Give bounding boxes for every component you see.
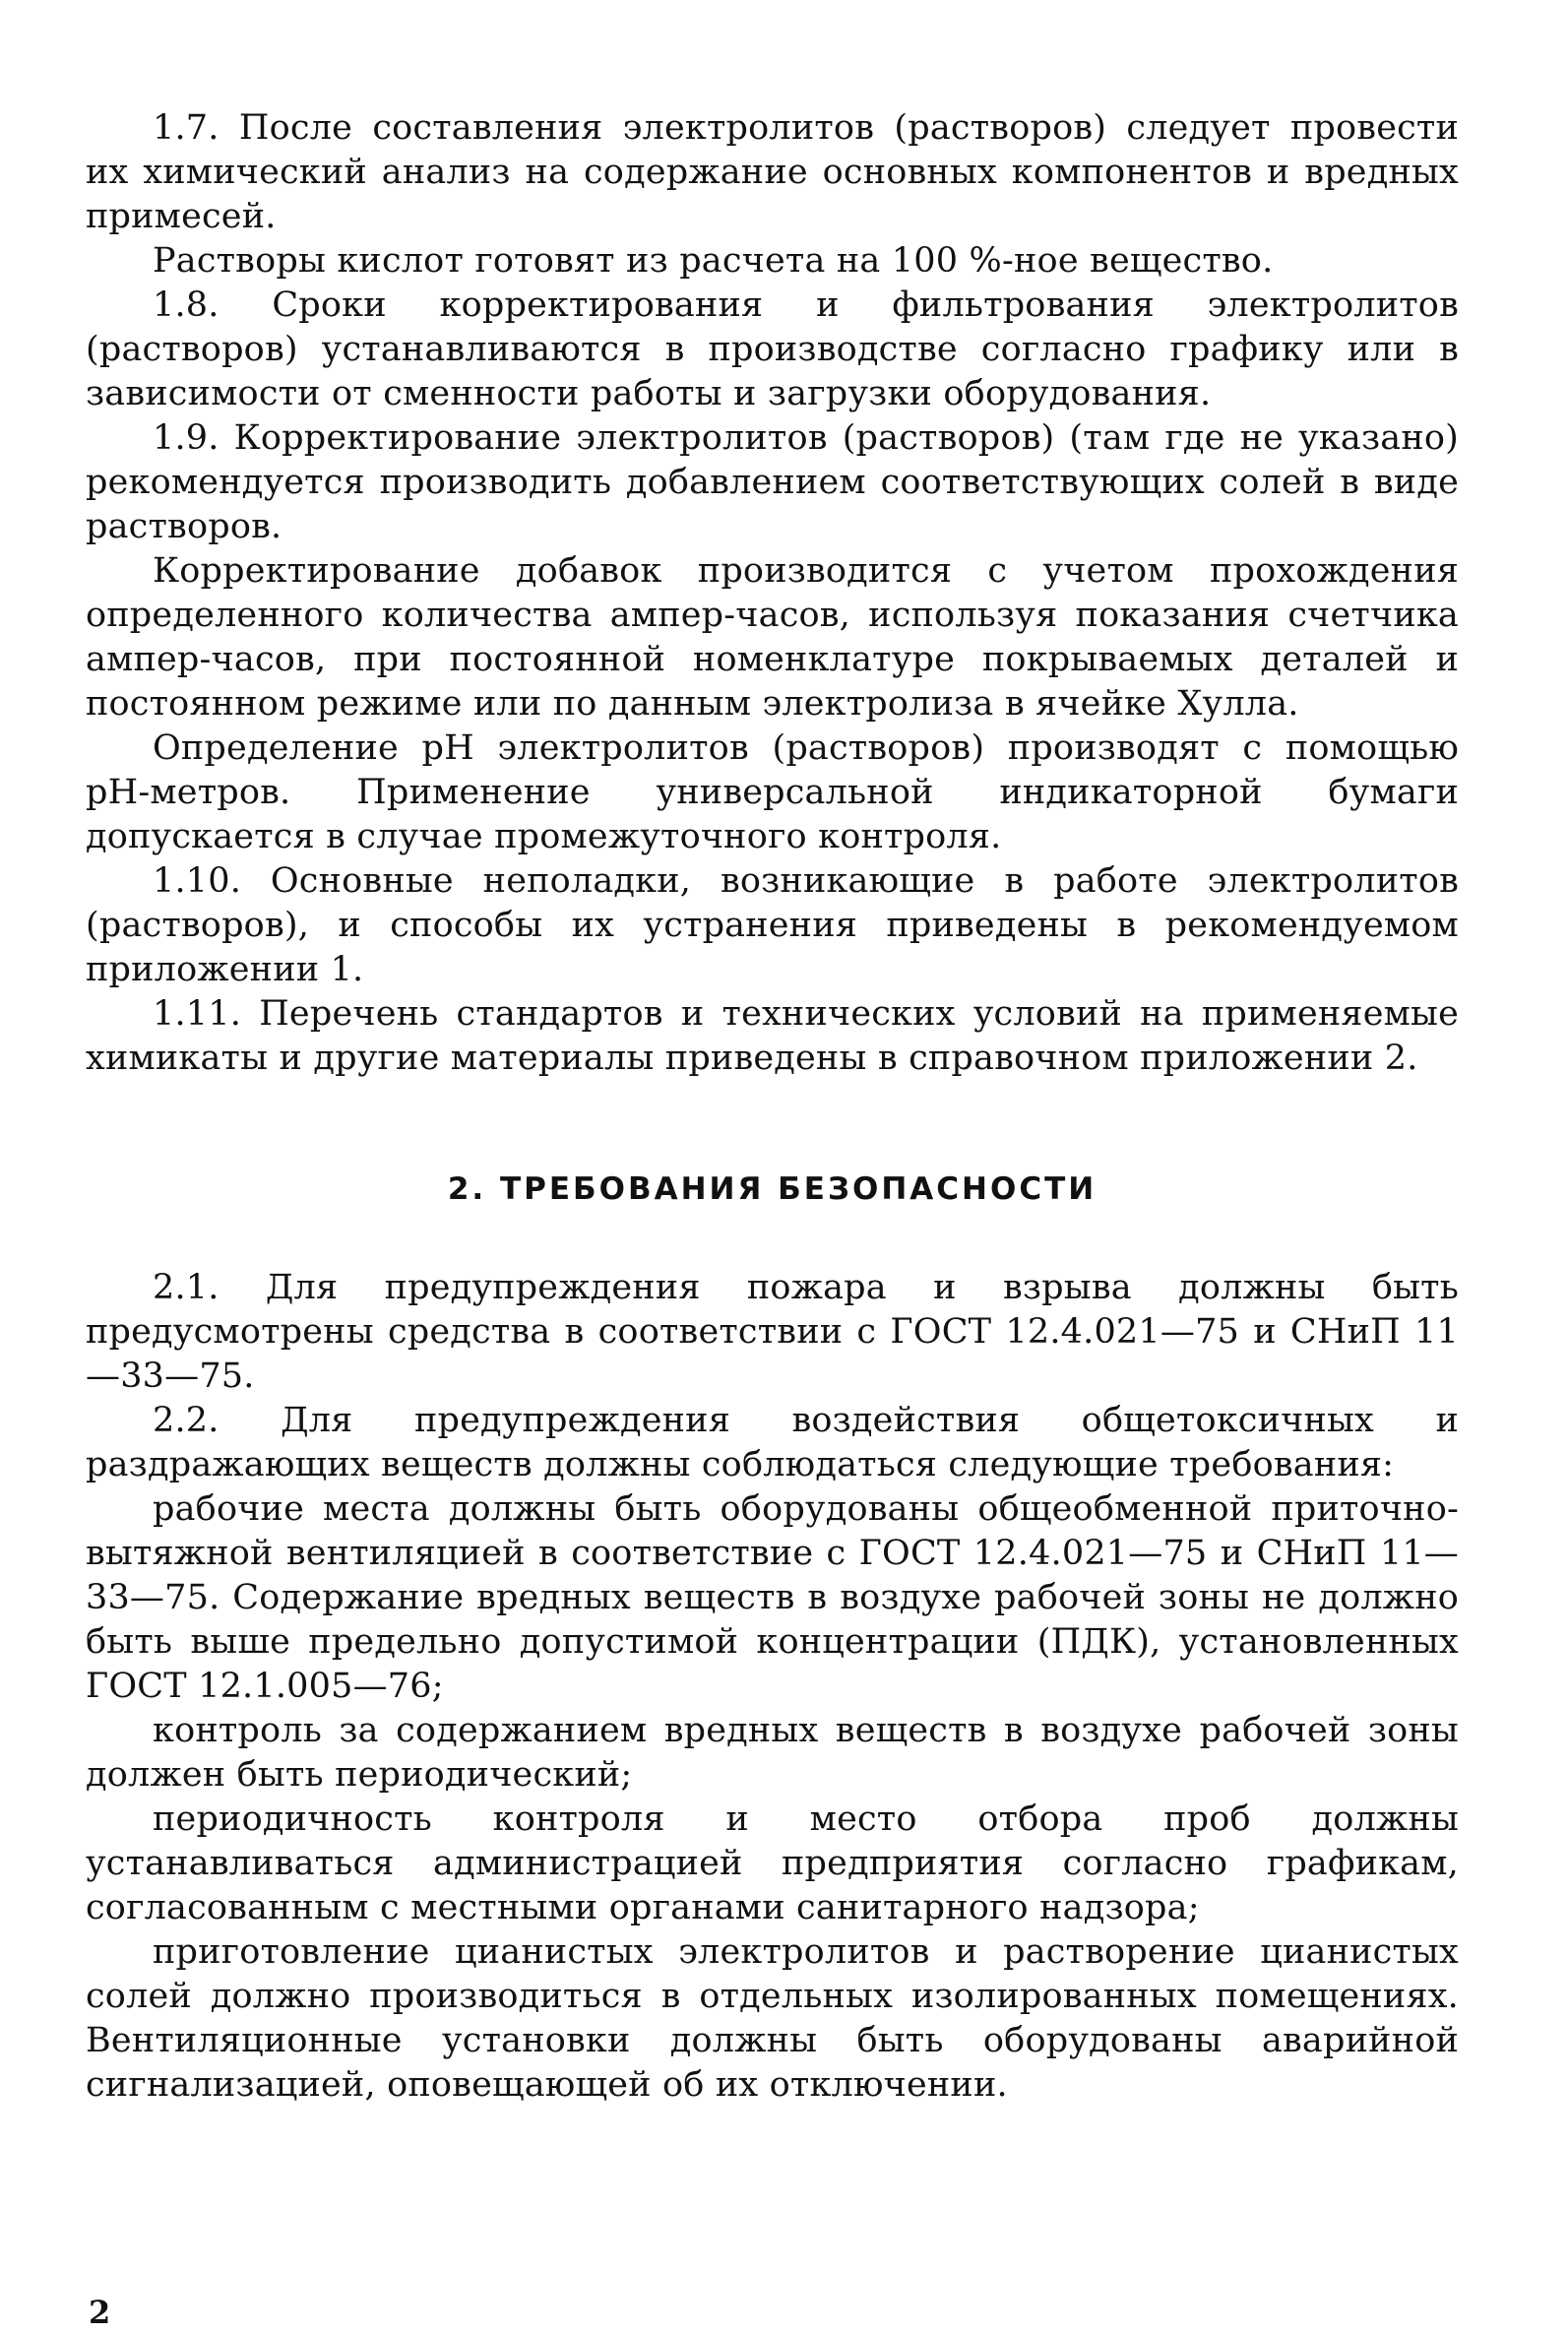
section-2-text bbox=[86, 1266, 1459, 2108]
paragraph-workplace-ventilation: рабочие места должны быть оборудованы общеобменной приточно-вытяжной вентиляцией в соответствие с ГОСТ 12.4.021—75 и СНиП 11—33—75. Содержание вредных веществ в воздухе рабочей зоны не должно быть выше предельно допустимой концентрации (ПДК), установленных ГОСТ 12.1.005—76; bbox=[86, 1489, 1459, 1706]
paragraph-2-2: 2.2. Для предупреждения воздействия общетоксичных и раздражающих веществ должны соблюдаться следующие требования: bbox=[86, 1401, 1459, 1484]
section-heading: 2. ТРЕБОВАНИЯ БЕЗОПАСНОСТИ bbox=[447, 1171, 1098, 1207]
paragraph-2-1: 2.1. Для предупреждения пожара и взрыва должны быть предусмотрены средства в соответствии с ГОСТ 12.4.021—75 и СНиП 11—33—75. bbox=[86, 1268, 1459, 1396]
document-page bbox=[86, 106, 1459, 2108]
paragraph-air-control: контроль за содержанием вредных веществ в воздухе рабочей зоны должен быть периодический; bbox=[86, 1711, 1459, 1795]
section-1-text bbox=[86, 106, 1459, 1081]
paragraph-1-7: 1.7. После составления электролитов (растворов) следует провести их химический анализ на содержание основных компонентов и вредных примесей. bbox=[86, 108, 1459, 236]
paragraph-ph-determination: Определение pH электролитов (растворов) производят с помощью pH-метров. Применение универсальной индикаторной бумаги допускается в случае промежуточного контроля. bbox=[86, 728, 1459, 856]
paragraph-1-10: 1.10. Основные неполадки, возникающие в работе электролитов (растворов), и способы их устранения приведены в рекомендуемом приложении 1. bbox=[86, 861, 1459, 989]
paragraph-1-11: 1.11. Перечень стандартов и технических условий на применяемые химикаты и другие материалы приведены в справочном приложении 2. bbox=[86, 994, 1459, 1078]
paragraph-cyanide-preparation: приготовление цианистых электролитов и растворение цианистых солей должно производиться в отдельных изолированных помещениях. Вентиляционные установки должны быть оборудованы аварийной сигнализацией, оповещающей об их отключении. bbox=[86, 1932, 1459, 2105]
paragraph-acid-solutions: Растворы кислот готовят из расчета на 100 %-ное вещество. bbox=[153, 241, 1274, 281]
paragraph-sampling-periodicity: периодичность контроля и место отбора проб должны устанавливаться администрацией предприятия согласно графикам, согласованным с местными органами санитарного надзора; bbox=[86, 1799, 1459, 1927]
paragraph-additives-correction: Корректирование добавок производится с учетом прохождения определенного количества ампер-часов, используя показания счетчика ампер-часов, при постоянной номенклатуре покрываемых деталей и постоянном режиме или по данным электролиза в ячейке Хулла. bbox=[86, 551, 1459, 724]
page-number: 2 bbox=[89, 2294, 111, 2331]
paragraph-1-9: 1.9. Корректирование электролитов (растворов) (там где не указано) рекомендуется производить добавлением соответствующих солей в виде растворов. bbox=[86, 418, 1459, 546]
paragraph-1-8: 1.8. Сроки корректирования и фильтрования электролитов (растворов) устанавливаются в производстве согласно графику или в зависимости от сменности работы и загрузки оборудования. bbox=[86, 285, 1459, 413]
